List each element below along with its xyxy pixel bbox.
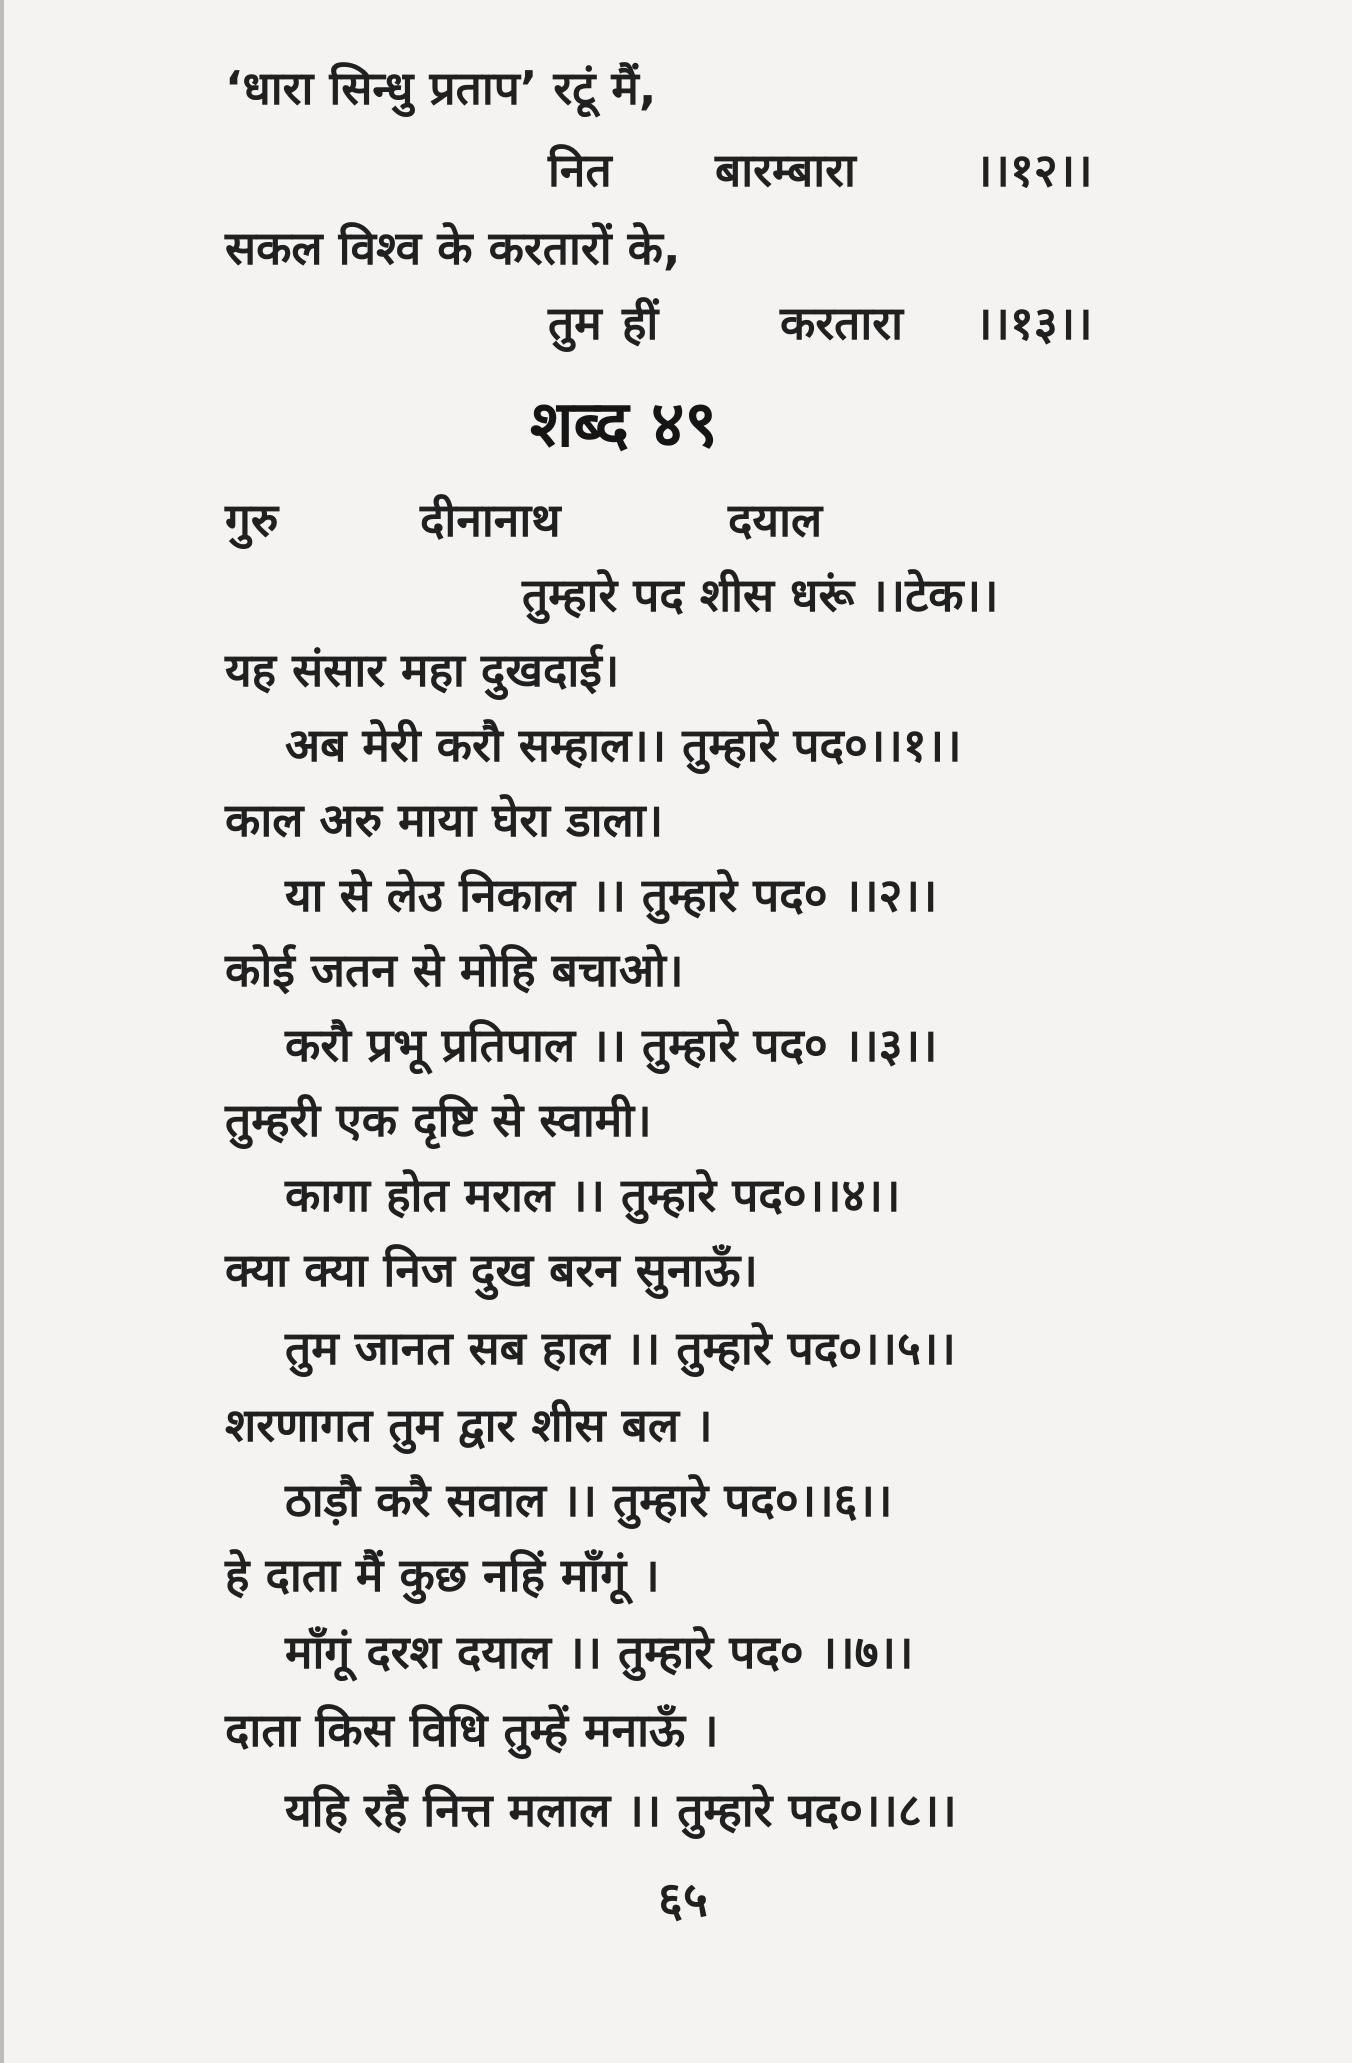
verse-3-line-a: कोई जतन से मोहि बचाओ।	[225, 943, 684, 997]
verse-line-4-word-3: करतारा	[780, 296, 904, 350]
verse-5-line-b: तुम जानत सब हाल ।। तुम्हारे पद०।।५।।	[285, 1321, 956, 1375]
verse-line-4-number: ।।१३।।	[975, 296, 1093, 350]
verse-2-line-b: या से लेउ निकाल ।। तुम्हारे पद० ।।२।।	[285, 868, 938, 922]
teka-word-2: दीनानाथ	[420, 493, 561, 547]
verse-3-line-b: करौ प्रभू प्रतिपाल ।। तुम्हारे पद० ।।३।।	[285, 1018, 938, 1072]
verse-8-line-b: यहि रहै नित्त मलाल ।। तुम्हारे पद०।।८।।	[285, 1783, 957, 1837]
verse-6-line-b: ठाड़ौ करै सवाल ।। तुम्हारे पद०।।६।।	[285, 1473, 893, 1527]
verse-line-2-word-2: बारम्बारा	[715, 143, 856, 197]
verse-line-2-word-1: नित	[548, 143, 612, 197]
verse-line-4-word-1: तुम	[548, 296, 602, 350]
verse-line-4-word-2: हीं	[622, 296, 659, 350]
verse-7-line-a: हे दाता मैं कुछ नहिं माँगूं ।	[225, 1548, 660, 1602]
verse-line-1: ‘धारा सिन्धु प्रताप’ रटूं मैं,	[225, 61, 657, 115]
verse-7-line-b: माँगूं दरश दयाल ।। तुम्हारे पद० ।।७।।	[285, 1625, 914, 1679]
page-edge	[0, 0, 4, 2063]
teka-refrain: तुम्हारे पद शीस धरूं ।।टेक।।	[522, 568, 999, 622]
verse-4-line-b: कागा होत मराल ।। तुम्हारे पद०।।४।।	[285, 1168, 901, 1222]
verse-line-3: सकल विश्व के करतारों के,	[225, 221, 681, 275]
verse-1-line-b: अब मेरी करौ सम्हाल।। तुम्हारे पद०।।१।।	[285, 718, 962, 772]
teka-word-3: दयाल	[728, 493, 823, 547]
verse-8-line-a: दाता किस विधि तुम्हें मनाऊँ ।	[225, 1703, 719, 1757]
verse-line-2-number: ।।१२।।	[975, 143, 1093, 197]
verse-5-line-a: क्या क्या निज दुख बरन सुनाऊँ।	[225, 1243, 758, 1297]
section-heading: शब्द ४९	[530, 388, 718, 462]
verse-4-line-a: तुम्हरी एक दृष्टि से स्वामी।	[225, 1093, 652, 1147]
verse-1-line-a: यह संसार महा दुखदाई।	[225, 643, 620, 697]
teka-word-1: गुरु	[225, 493, 279, 547]
page-number: ६५	[658, 1872, 708, 1928]
verse-6-line-a: शरणागत तुम द्वार शीस बल ।	[225, 1398, 713, 1452]
verse-2-line-a: काल अरु माया घेरा डाला।	[225, 793, 664, 847]
